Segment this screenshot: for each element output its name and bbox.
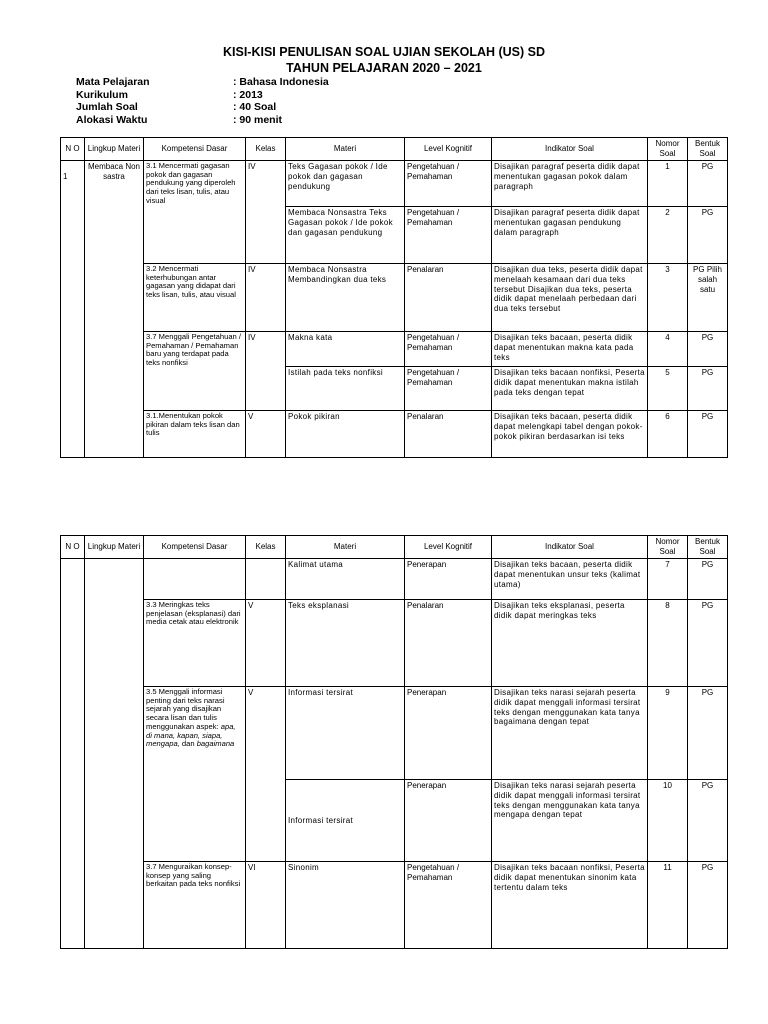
cell-bentuk: PG	[688, 600, 728, 687]
cell-kelas: IV	[246, 332, 286, 411]
meta-row	[76, 76, 329, 89]
cell-materi: Istilah pada teks nonfiksi	[286, 367, 405, 411]
cell-nomor: 6	[648, 411, 688, 458]
cell-kelas: V	[246, 411, 286, 458]
cell-kelas: V	[246, 600, 286, 687]
cell-bentuk: PG	[688, 332, 728, 367]
cell-level: Penerapan	[405, 687, 492, 780]
cell-kelas: V	[246, 687, 286, 862]
cell-indikator: Disajikan teks narasi sejarah peserta didik dapat menggali informasi tersirat teks dengan menggunakan kata tanya bagaimana dengan tepat	[492, 687, 648, 780]
header-kelas: Kelas	[246, 138, 286, 161]
table-row	[61, 862, 728, 949]
cell-lingkup-materi: Membaca Non sastra	[85, 161, 144, 458]
cell-kelas: IV	[246, 264, 286, 332]
cell-nomor: 8	[648, 600, 688, 687]
kisi-kisi-table-1	[60, 137, 728, 458]
cell-indikator: Disajikan teks narasi sejarah peserta didik dapat menggali informasi tersirat teks dengan menggunakan kata tanya mengapa dengan tepat	[492, 780, 648, 862]
cell-nomor: 3	[648, 264, 688, 332]
cell-kompetensi-dasar: 3.7 Menggali Pengetahuan / Pemahaman / Pemahaman baru yang terdapat pada teks nonfiksi	[144, 332, 246, 411]
header-level-kognitif: Level Kognitif	[405, 536, 492, 559]
kisi-kisi-table-2	[60, 535, 728, 949]
header-materi: Materi	[286, 138, 405, 161]
cell-nomor: 2	[648, 207, 688, 264]
table-row	[61, 332, 728, 367]
header-materi: Materi	[286, 536, 405, 559]
header-kelas: Kelas	[246, 536, 286, 559]
cell-level: Penalaran	[405, 600, 492, 687]
header-no: N O	[61, 536, 85, 559]
cell-indikator: Disajikan teks eksplanasi, peserta didik dapat meringkas teks	[492, 600, 648, 687]
cell-bentuk: PG	[688, 862, 728, 949]
cell-indikator: Disajikan dua teks, peserta didik dapat menelaah kesamaan dari dua teks tersebut Disajikan dua teks, peserta didik dapat menelaah perbedaan dari dua teks tersebut	[492, 264, 648, 332]
table-header-row	[61, 138, 728, 161]
cell-materi: Kalimat utama	[286, 559, 405, 600]
meta-label: Kurikulum	[76, 88, 128, 101]
kd-aspect-last: bagaimana	[196, 739, 235, 749]
cell-level: Pengetahuan / Pemahaman	[405, 161, 492, 207]
meta-value: : Bahasa Indonesia	[233, 76, 329, 88]
cell-materi: Sinonim	[286, 862, 405, 949]
cell-bentuk: PG	[688, 411, 728, 458]
header-kompetensi-dasar: Kompetensi Dasar	[144, 536, 246, 559]
cell-kelas: IV	[246, 161, 286, 264]
cell-kompetensi-dasar: 3.3 Meringkas teks penjelasan (eksplanasi) dari media cetak atau elektronik	[144, 600, 246, 687]
cell-kompetensi-dasar: 3.1 Mencermati gagasan pokok dan gagasan pendukung yang diperoleh dari teks lisan, tulis, atau visual	[144, 161, 246, 264]
document-subtitle: TAHUN PELAJARAN 2020 – 2021	[286, 61, 482, 75]
header-kompetensi-dasar: Kompetensi Dasar	[144, 138, 246, 161]
cell-materi: Membaca Nonsastra Teks Gagasan pokok / Ide pokok dan gagasan pendukung	[286, 207, 405, 264]
document-title: KISI-KISI PENULISAN SOAL UJIAN SEKOLAH (US) SD	[222, 45, 546, 59]
header-lingkup-materi: Lingkup Materi	[85, 536, 144, 559]
cell-bentuk: PG	[688, 559, 728, 600]
header-no: N O	[61, 138, 85, 161]
document-meta	[76, 76, 329, 126]
cell-no	[61, 161, 85, 458]
meta-row	[76, 114, 329, 127]
cell-kompetensi-dasar	[144, 687, 246, 862]
cell-nomor: 4	[648, 332, 688, 367]
header-nomor-soal: Nomor Soal	[648, 138, 688, 161]
cell-indikator: Disajikan teks bacaan, peserta didik dapat menentukan makna kata pada teks	[492, 332, 648, 367]
cell-kompetensi-dasar: 3.2 Mencermati keterhubungan antar gagasan yang didapat dari teks lisan, tulis, atau visual	[144, 264, 246, 332]
meta-value: : 90 menit	[233, 113, 283, 126]
cell-bentuk: PG	[688, 687, 728, 780]
cell-level: Pengetahuan / Pemahaman	[405, 367, 492, 411]
cell-indikator: Disajikan teks bacaan nonfiksi, Peserta didik dapat menentukan makna istilah pada teks dengan tepat	[492, 367, 648, 411]
header-level-kognitif: Level Kognitif	[405, 138, 492, 161]
cell-indikator: Disajikan teks bacaan, peserta didik dapat menentukan unsur teks (kalimat utama)	[492, 559, 648, 600]
table-row	[61, 559, 728, 600]
cell-materi: Teks Gagasan pokok / Ide pokok dan gagasan pendukung	[286, 161, 405, 207]
cell-indikator: Disajikan teks bacaan, peserta didik dapat melengkapi tabel dengan pokok-pokok pikiran berdasarkan isi teks	[492, 411, 648, 458]
cell-lingkup-materi	[85, 559, 144, 949]
cell-materi: Informasi tersirat	[286, 780, 405, 862]
table-row	[61, 411, 728, 458]
cell-bentuk: PG	[688, 780, 728, 862]
cell-materi: Makna kata	[286, 332, 405, 367]
meta-value: : 40 Soal	[233, 101, 277, 113]
cell-kelas	[246, 559, 286, 600]
cell-bentuk: PG	[688, 367, 728, 411]
cell-no	[61, 559, 85, 949]
meta-row	[76, 89, 329, 102]
table-row	[61, 687, 728, 780]
table-row	[61, 600, 728, 687]
cell-bentuk: PG	[688, 161, 728, 207]
cell-level: Pengetahuan / Pemahaman	[405, 207, 492, 264]
cell-level: Penerapan	[405, 780, 492, 862]
cell-bentuk: PG Pilih salah satu	[688, 264, 728, 332]
cell-nomor: 5	[648, 367, 688, 411]
cell-level: Penerapan	[405, 559, 492, 600]
cell-nomor: 1	[648, 161, 688, 207]
kd-aspects: apa, di mana, kapan, siapa, mengapa,	[146, 721, 236, 749]
kd-text: 3.5 Menggali informasi penting dari teks narasi sejarah yang disajikan secara lisan dan tulis menggunakan aspek:	[146, 687, 225, 731]
table-header-row	[61, 536, 728, 559]
cell-level: Pengetahuan / Pemahaman	[405, 332, 492, 367]
cell-indikator: Disajikan teks bacaan nonfiksi, Peserta didik dapat menentukan sinonim kata tertentu dalam teks	[492, 862, 648, 949]
header-nomor-soal: Nomor Soal	[648, 536, 688, 559]
cell-nomor: 10	[648, 780, 688, 862]
meta-value: : 2013	[233, 88, 263, 101]
cell-kelas: VI	[246, 862, 286, 949]
header-indikator-soal: Indikator Soal	[492, 138, 648, 161]
table-row	[61, 264, 728, 332]
meta-label: Alokasi Waktu	[76, 113, 148, 126]
cell-nomor: 7	[648, 559, 688, 600]
cell-level: Penalaran	[405, 411, 492, 458]
cell-materi: Membaca Nonsastra Membandingkan dua teks	[286, 264, 405, 332]
header-bentuk-soal: Bentuk Soal	[688, 138, 728, 161]
cell-kompetensi-dasar	[144, 559, 246, 600]
cell-nomor: 11	[648, 862, 688, 949]
cell-materi: Pokok pikiran	[286, 411, 405, 458]
cell-level: Pengetahuan / Pemahaman	[405, 862, 492, 949]
meta-label: Mata Pelajaran	[76, 76, 150, 88]
row-number: 1	[63, 171, 68, 181]
table-row	[61, 161, 728, 207]
cell-kompetensi-dasar: 3.7 Menguraikan konsep-konsep yang saling berkaitan pada teks nonfiksi	[144, 862, 246, 949]
meta-row	[76, 101, 329, 114]
cell-kompetensi-dasar: 3.1.Menentukan pokok pikiran dalam teks lisan dan tulis	[144, 411, 246, 458]
cell-indikator: Disajikan paragraf peserta didik dapat menentukan gagasan pendukung dalam paragraph	[492, 207, 648, 264]
cell-nomor: 9	[648, 687, 688, 780]
cell-indikator: Disajikan paragraf peserta didik dapat menentukan gagasan pokok dalam paragraph	[492, 161, 648, 207]
header-indikator-soal: Indikator Soal	[492, 536, 648, 559]
cell-level: Penalaran	[405, 264, 492, 332]
header-bentuk-soal: Bentuk Soal	[688, 536, 728, 559]
meta-label: Jumlah Soal	[76, 101, 138, 113]
cell-bentuk: PG	[688, 207, 728, 264]
cell-materi: Teks eksplanasi	[286, 600, 405, 687]
header-lingkup-materi: Lingkup Materi	[85, 138, 144, 161]
cell-materi: Informasi tersirat	[286, 687, 405, 780]
kd-conjunction: dan	[181, 739, 195, 749]
